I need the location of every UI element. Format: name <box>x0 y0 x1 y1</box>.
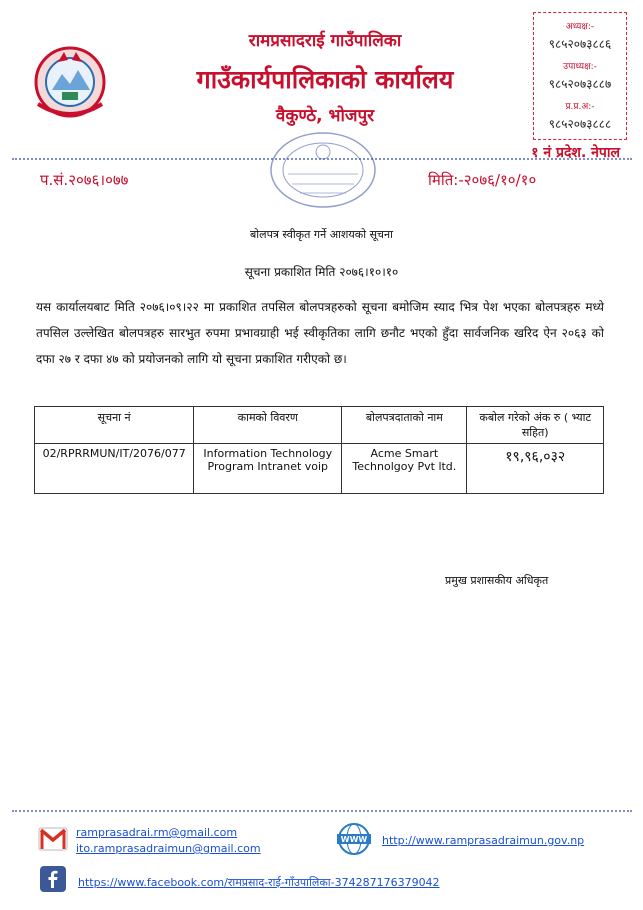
cell-bid-amount: १९,९६,०३२ <box>467 444 604 494</box>
website-link[interactable]: http://www.ramprasadraimun.gov.np <box>382 834 585 847</box>
cell-notice-no: 02/RPRRMUN/IT/2076/077 <box>35 444 194 494</box>
municipality-name: रामप्रसादराई गाउँपालिका <box>248 31 402 51</box>
email-link-it[interactable]: ito.ramprasadraimun@gmail.com <box>76 842 261 855</box>
facebook-icon <box>40 866 66 892</box>
table-row <box>35 444 604 494</box>
government-emblem-icon <box>28 40 112 124</box>
reference-number: प.सं.२०७६।०७७ <box>40 171 129 189</box>
notice-body: यस कार्यालयबाट मिति २०७६।०९।२२ मा प्रकाशित तपसिल बोलपत्रहरुको सूचना बमोजिम स्याद भित्र पेश भएका बोलपत्रहरु मध्ये तपसिल उल्लेखित बोलपत्रहरु सारभुत रुपमा प्रभावग्राही भई स्वीकृतिका लागि छनौट भएको हुँदा सार्वजनिक खरिद ऐन २०६३ को दफा २७ र दफा ४७ को प्रयोजनको लागि यो सूचना प्रकाशित गरीएको छ। <box>36 300 604 366</box>
column-header-bid-amount: कबोल गरेको अंक रु ( भ्याट सहित) <box>467 407 604 444</box>
contact-chairperson-number: ९८५२०७३८८६ <box>548 37 612 51</box>
cell-work-description: Information Technology Program Intranet voip <box>194 444 342 494</box>
www-label: WWW <box>340 835 368 844</box>
document-date: मिति:-२०७६/१०/१० <box>428 171 537 189</box>
signatory-title: प्रमुख प्रशासकीय अधिकृत <box>445 574 549 587</box>
website-globe-icon <box>335 822 373 856</box>
email-link-primary[interactable]: ramprasadrai.rm@gmail.com <box>76 826 238 839</box>
table-header-row <box>35 407 604 444</box>
contact-vice-chairperson-title: उपाध्यक्ष:- <box>563 62 597 72</box>
office-address: वैकुण्ठे, भोजपुर <box>275 106 375 126</box>
cell-bidder-name: Acme Smart Technolgoy Pvt ltd. <box>342 444 467 494</box>
publish-date-line: सूचना प्रकाशित मिति २०७६।१०।१० <box>244 265 399 279</box>
notice-subject: बोलपत्र स्वीकृत गर्ने आशयको सूचना <box>250 228 393 241</box>
contact-chairperson-title: अध्यक्ष:- <box>565 22 595 32</box>
contact-box <box>533 12 627 140</box>
bid-table <box>34 406 604 494</box>
facebook-link[interactable]: https://www.facebook.com/रामप्रसाद-राई-गाँउपालिका-374287176379042 <box>78 876 440 889</box>
office-seal-stamp <box>268 130 378 210</box>
office-title: गाउँकार्यपालिकाको कार्यालय <box>196 65 454 94</box>
column-header-notice-no: सूचना नं <box>35 407 194 444</box>
contact-cao-title: प्र.प्र.अ:- <box>565 102 595 112</box>
footer-divider <box>12 810 632 812</box>
contact-cao-number: ९८५२०७३८८८ <box>548 117 612 131</box>
gmail-icon <box>38 826 68 852</box>
province-label: १ नं प्रदेश. नेपाल <box>531 145 620 161</box>
column-header-work-description: कामको विवरण <box>194 407 342 444</box>
contact-vice-chairperson-number: ९८५२०७३८८७ <box>548 77 612 91</box>
column-header-bidder-name: बोलपत्रदाताको नाम <box>342 407 467 444</box>
